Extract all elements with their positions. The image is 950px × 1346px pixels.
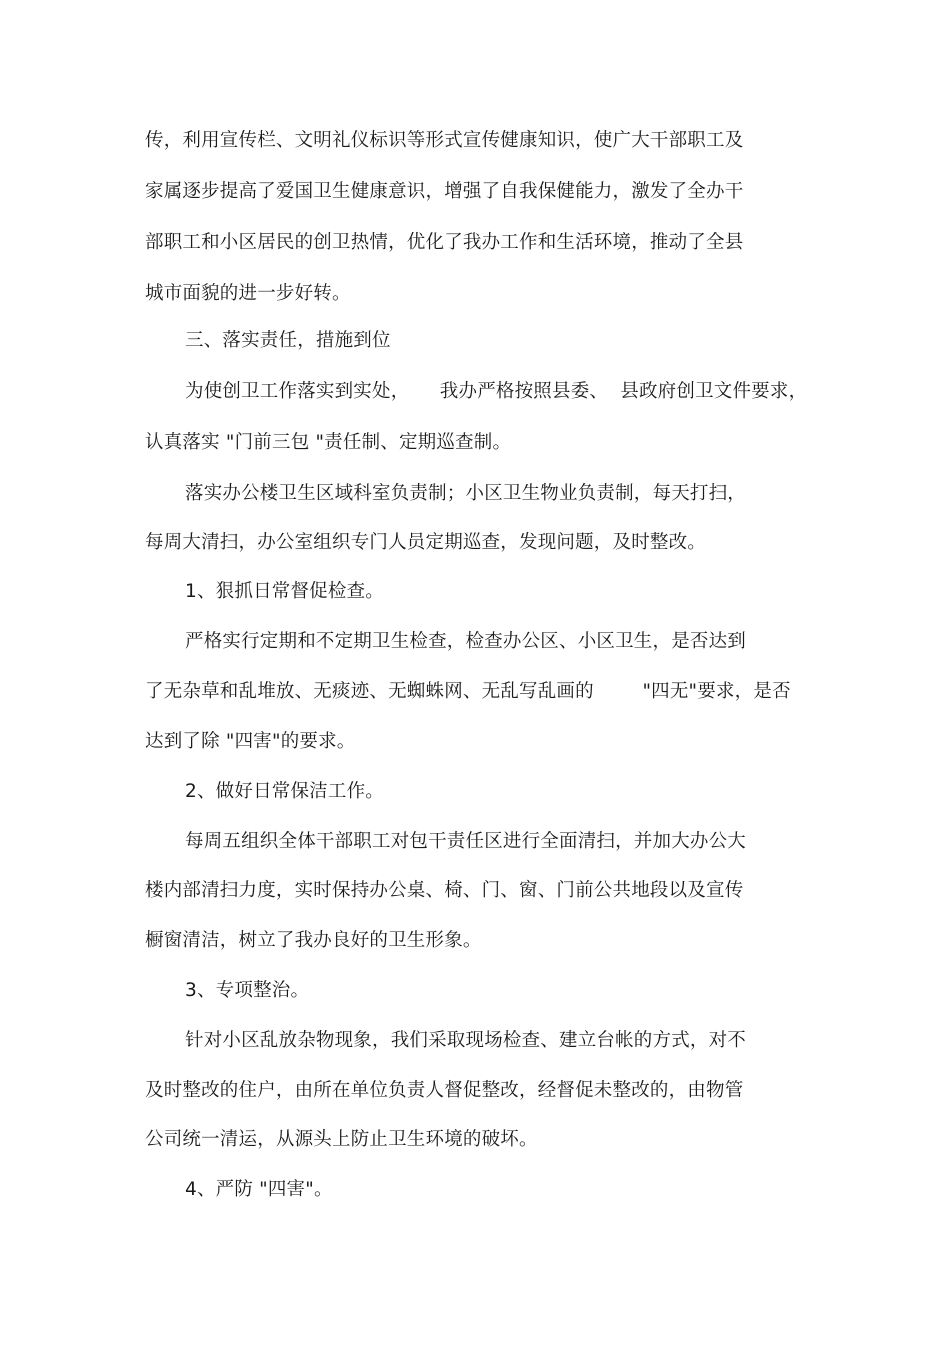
body-text-line: 城市面貌的进一步好转。 — [145, 283, 351, 304]
body-text-line: 为使创卫工作落实到实处， 我办严格按照县委、 县政府创卫文件要求， — [185, 381, 808, 402]
subheading: 1、狠抓日常督促检查。 — [185, 581, 384, 602]
body-text-line: 传，利用宣传栏、文明礼仪标识等形式宣传健康知识，使广大干部职工及 — [145, 130, 744, 151]
body-text-line: 了无杂草和乱堆放、无痰迹、无蜘蛛网、无乱写乱画的 "四无"要求，是否 — [145, 681, 791, 702]
body-text-line: 严格实行定期和不定期卫生检查，检查办公区、小区卫生，是否达到 — [185, 631, 747, 652]
body-text-line: 公司统一清运，从源头上防止卫生环境的破坏。 — [145, 1129, 538, 1150]
subheading: 2、做好日常保洁工作。 — [185, 781, 384, 802]
section-heading: 三、落实责任，措施到位 — [185, 330, 391, 351]
body-text-line: 家属逐步提高了爱国卫生健康意识，增强了自我保健能力，激发了全办干 — [145, 181, 744, 202]
body-text-line: 楼内部清扫力度，实时保持办公桌、椅、门、窗、门前公共地段以及宣传 — [145, 880, 744, 901]
body-text-line: 每周大清扫，办公室组织专门人员定期巡查，发现问题，及时整改。 — [145, 532, 707, 553]
body-text-line: 达到了除 "四害"的要求。 — [145, 731, 356, 752]
body-text-line: 及时整改的住户，由所在单位负责人督促整改，经督促未整改的，由物管 — [145, 1080, 744, 1101]
subheading: 3、专项整治。 — [185, 980, 310, 1001]
body-text-line: 每周五组织全体干部职工对包干责任区进行全面清扫，并加大办公大 — [185, 831, 747, 852]
body-text-line: 部职工和小区居民的创卫热情，优化了我办工作和生活环境，推动了全县 — [145, 232, 744, 253]
subheading: 4、严防 "四害"。 — [185, 1179, 333, 1200]
body-text-line: 针对小区乱放杂物现象，我们采取现场检查、建立台帐的方式，对不 — [185, 1030, 747, 1051]
body-text-line: 橱窗清洁，树立了我办良好的卫生形象。 — [145, 930, 482, 951]
body-text-line: 认真落实 "门前三包 "责任制、定期巡查制。 — [145, 432, 512, 453]
body-text-line: 落实办公楼卫生区域科室负责制；小区卫生物业负责制，每天打扫， — [185, 483, 747, 504]
